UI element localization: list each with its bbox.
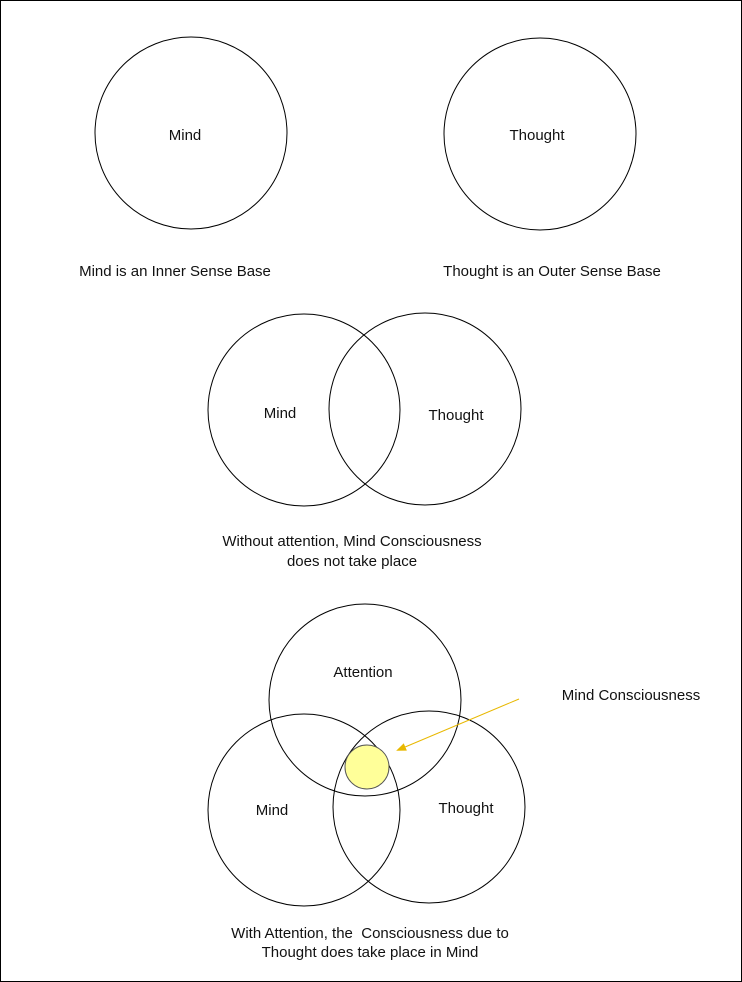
mind-caption: Mind is an Inner Sense Base: [79, 263, 271, 280]
mind-consciousness-callout: Mind Consciousness: [561, 687, 701, 704]
pair-caption-line2: does not take place: [286, 553, 418, 570]
pair-caption-line1: Without attention, Mind Consciousness: [222, 533, 482, 550]
callout-arrow: [398, 699, 519, 750]
triple-mind-circle: [208, 714, 400, 906]
thought-caption: Thought is an Outer Sense Base: [443, 263, 661, 280]
triple-caption-line1: With Attention, the Consciousness due to: [231, 925, 509, 942]
triple-thought-circle: [333, 711, 525, 903]
mind-consciousness-circle: [345, 745, 389, 789]
pair-mind-label: Mind: [263, 405, 297, 422]
triple-thought-label: Thought: [438, 800, 494, 817]
pair-thought-circle: [329, 313, 521, 505]
triple-caption-line2: Thought does take place in Mind: [261, 944, 479, 961]
diagram-svg: [1, 1, 741, 981]
attention-label: Attention: [333, 664, 393, 681]
mind-label: Mind: [168, 127, 202, 144]
pair-mind-circle: [208, 314, 400, 506]
thought-label: Thought: [509, 127, 565, 144]
triple-mind-label: Mind: [255, 802, 289, 819]
pair-thought-label: Thought: [428, 407, 484, 424]
